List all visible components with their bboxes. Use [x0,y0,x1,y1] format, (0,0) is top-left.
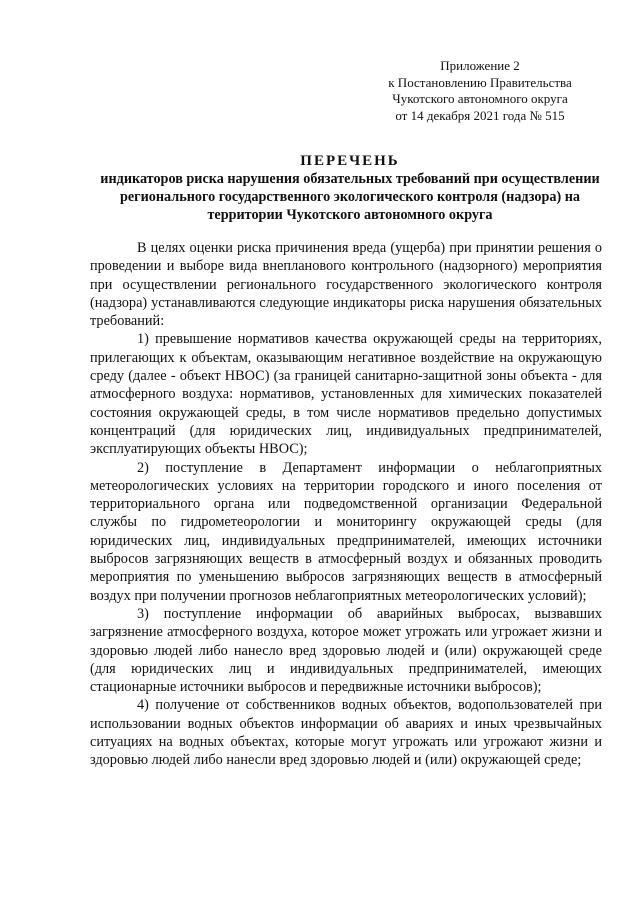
title-subtitle: индикаторов риска нарушения обязательных требований при осуществлении регионального государственного экологического контроля (надзора) на территории Чукотского автономного округа [100,171,600,224]
paragraph-item-4: 4) получение от собственников водных объектов, водопользователей при использовании водных объектов информации об авариях и иных чрезвычайных ситуациях на водных объектах, которые могут угрожать или угрожают жизни и здоровью людей либо нанесли вред здоровью людей и (или) окружающей среде; [90,697,602,769]
appendix-date: от 14 декабря 2021 года № 515 [395,107,565,123]
document-body [90,239,602,770]
title-main: ПЕРЕЧЕНЬ [300,153,400,169]
paragraph-item-2: 2) поступление в Департамент информации о неблагоприятных метеорологических условиях на территории городского и иного поселения от территориального органа или подведомственной организации Федеральной службы по гидрометеорологии и мониторингу окружающей среды (для юридических лиц, индивидуальных предпринимателей, имеющих источники выбросов загрязняющих веществ в атмосферный воздух и обязанных проводить мероприятия по уменьшению выбросов загрязняющих веществ в атмосферный воздух при получении прогнозов неблагоприятных метеорологических условий); [90,459,602,604]
appendix-header [360,58,600,124]
document-title [90,152,610,225]
paragraph-item-3: 3) поступление информации об аварийных выбросах, вызвавших загрязнение атмосферного воздуха, которое может угрожать или угрожает жизни и здоровью людей либо нанесло вред здоровью людей и (или) окружающей среде (для юридических лиц и индивидуальных предпринимателей, имеющих стационарные источники выбросов и передвижные источники выбросов); [90,605,602,696]
paragraph-item-1: 1) превышение нормативов качества окружающей среды на территориях, прилегающих к объектам, оказывающим негативное воздействие на окружающую среду (далее - объект НВОС) (за границей санитарно-защитной зоны объекта - для атмосферного воздуха: нормативов, установленных для химических показателей состояния окружающей среды, в том числе нормативов предельно допустимых концентраций (для юридических лиц, индивидуальных предпринимателей, эксплуатирующих объекты НВОС); [90,331,602,458]
paragraph-intro: В целях оценки риска причинения вреда (ущерба) при принятии решения о проведении и выборе вида внепланового контрольного (надзорного) мероприятия при осуществлении регионального государственного экологического контроля (надзора) устанавливаются следующие индикаторы риска нарушения обязательных требований: [90,240,602,330]
appendix-number: Приложение 2 [440,58,520,73]
appendix-region: Чукотского автономного округа [392,91,568,106]
appendix-reference: к Постановлению Правительства [388,74,572,90]
